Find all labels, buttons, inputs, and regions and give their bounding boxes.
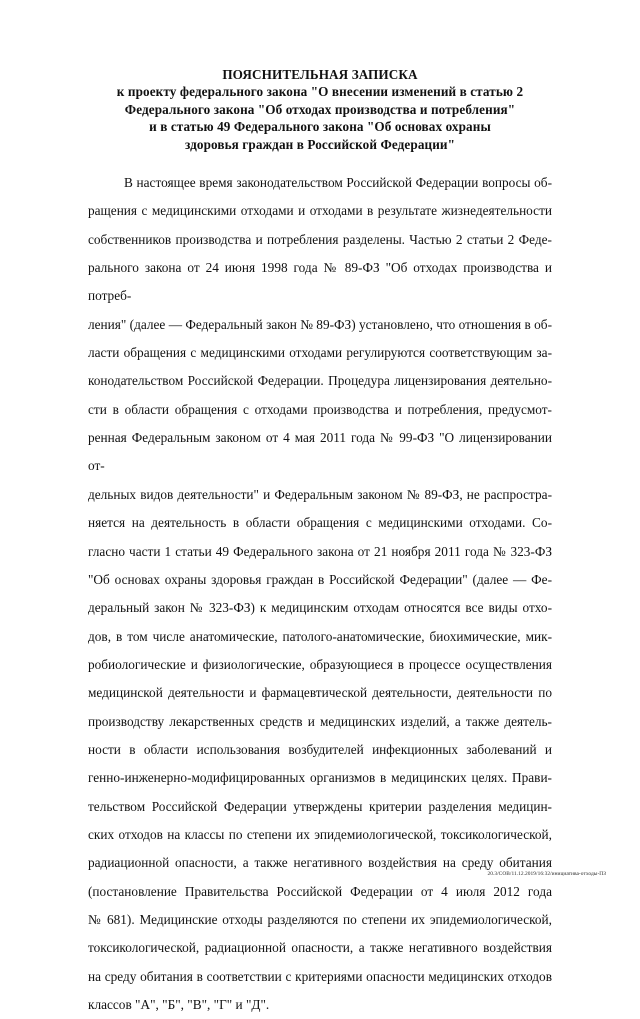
body-line: сти в области обращения с отходами производства и потребления, предусмот- [88, 401, 552, 417]
body-line: тельством Российской Федерации утверждены критерии разделения медицин- [88, 798, 552, 814]
body-line: деральный закон № 323-ФЗ) к медицинским отходам относятся все виды отхо- [88, 600, 552, 616]
document-body [88, 169, 556, 1019]
body-line: рального закона от 24 июня 1998 года № 89-ФЗ "Об отходах производства и потреб- [88, 260, 556, 304]
body-line: ласти обращения с медицинскими отходами регулируются соответствующим за- [88, 345, 552, 361]
body-line: В настоящее время законодательством Российской Федерации вопросы об- [124, 175, 552, 191]
body-line: дельных видов деятельности" и Федеральным законом № 89-ФЗ, не распростра- [88, 486, 552, 502]
body-line: классов "А", "Б", "В", "Г" и "Д". [88, 997, 270, 1012]
title-subline-2: Федерального закона "Об отходах производства и потребления" [124, 101, 516, 117]
body-line: няется на деятельность в области обращения с медицинскими отходами. Со- [88, 515, 552, 531]
document-title-block [88, 66, 552, 153]
body-line: № 681). Медицинские отходы разделяются по степени их эпидемиологической, [88, 911, 552, 927]
body-line: генно-инженерно-модифицированных организмов в медицинских целях. Прави- [88, 770, 552, 786]
body-line: дов, в том числе анатомические, патолого-анатомические, биохимические, мик- [88, 628, 552, 644]
body-paragraph [88, 169, 556, 1019]
title-subline-1: к проекту федерального закона "О внесении изменений в статью 2 [116, 84, 524, 100]
body-line: ращения с медицинскими отходами и отходами в результате жизнедеятельности [88, 203, 552, 219]
body-line: токсикологической, радиационной опасности, а также негативного воздействия [88, 940, 552, 956]
body-line: ских отходов на классы по степени их эпидемиологической, токсикологической, [88, 826, 552, 842]
body-line: на среду обитания в соответствии с критериями опасности медицинских отходов [88, 968, 552, 984]
body-line: конодательством Российской Федерации. Процедура лицензирования деятельно- [88, 373, 552, 389]
body-line: ности в области использования возбудителей инфекционных заболеваний и [88, 741, 552, 757]
title-subline-3: и в статью 49 Федерального закона "Об основах охраны [149, 119, 491, 135]
body-line: (постановление Правительства Российской Федерации от 4 июля 2012 года [88, 883, 552, 899]
body-line: ления" (далее — Федеральный закон № 89-ФЗ) установлено, что отношения в об- [88, 316, 552, 332]
body-line: "Об основах охраны здоровья граждан в Российской Федерации" (далее — Фе- [88, 571, 552, 587]
page-title: ПОЯСНИТЕЛЬНАЯ ЗАПИСКА [222, 67, 418, 82]
title-subline-4: здоровья граждан в Российской Федерации" [184, 136, 456, 152]
body-line: радиационной опасности, а также негативного воздействия на среду обитания [88, 855, 552, 871]
body-line: робиологические и физиологические, образующиеся в процессе осуществления [88, 656, 552, 672]
body-line: производству лекарственных средств и медицинских изделий, а также деятель- [88, 713, 552, 729]
page-content [88, 0, 556, 1019]
footer-stamp: 20.3/СОВ/11.12.2019/16:32/инициатива-отходы-ПЗ [487, 871, 606, 877]
body-line: собственников производства и потребления разделены. Частью 2 статьи 2 Феде- [88, 231, 552, 247]
body-line: ренная Федеральным законом от 4 мая 2011 года № 99-ФЗ "О лицензировании от- [88, 430, 556, 474]
body-line: гласно части 1 статьи 49 Федерального закона от 21 ноября 2011 года № 323-ФЗ [88, 543, 552, 559]
body-line: медицинской деятельности и фармацевтической деятельности, деятельности по [88, 685, 552, 701]
